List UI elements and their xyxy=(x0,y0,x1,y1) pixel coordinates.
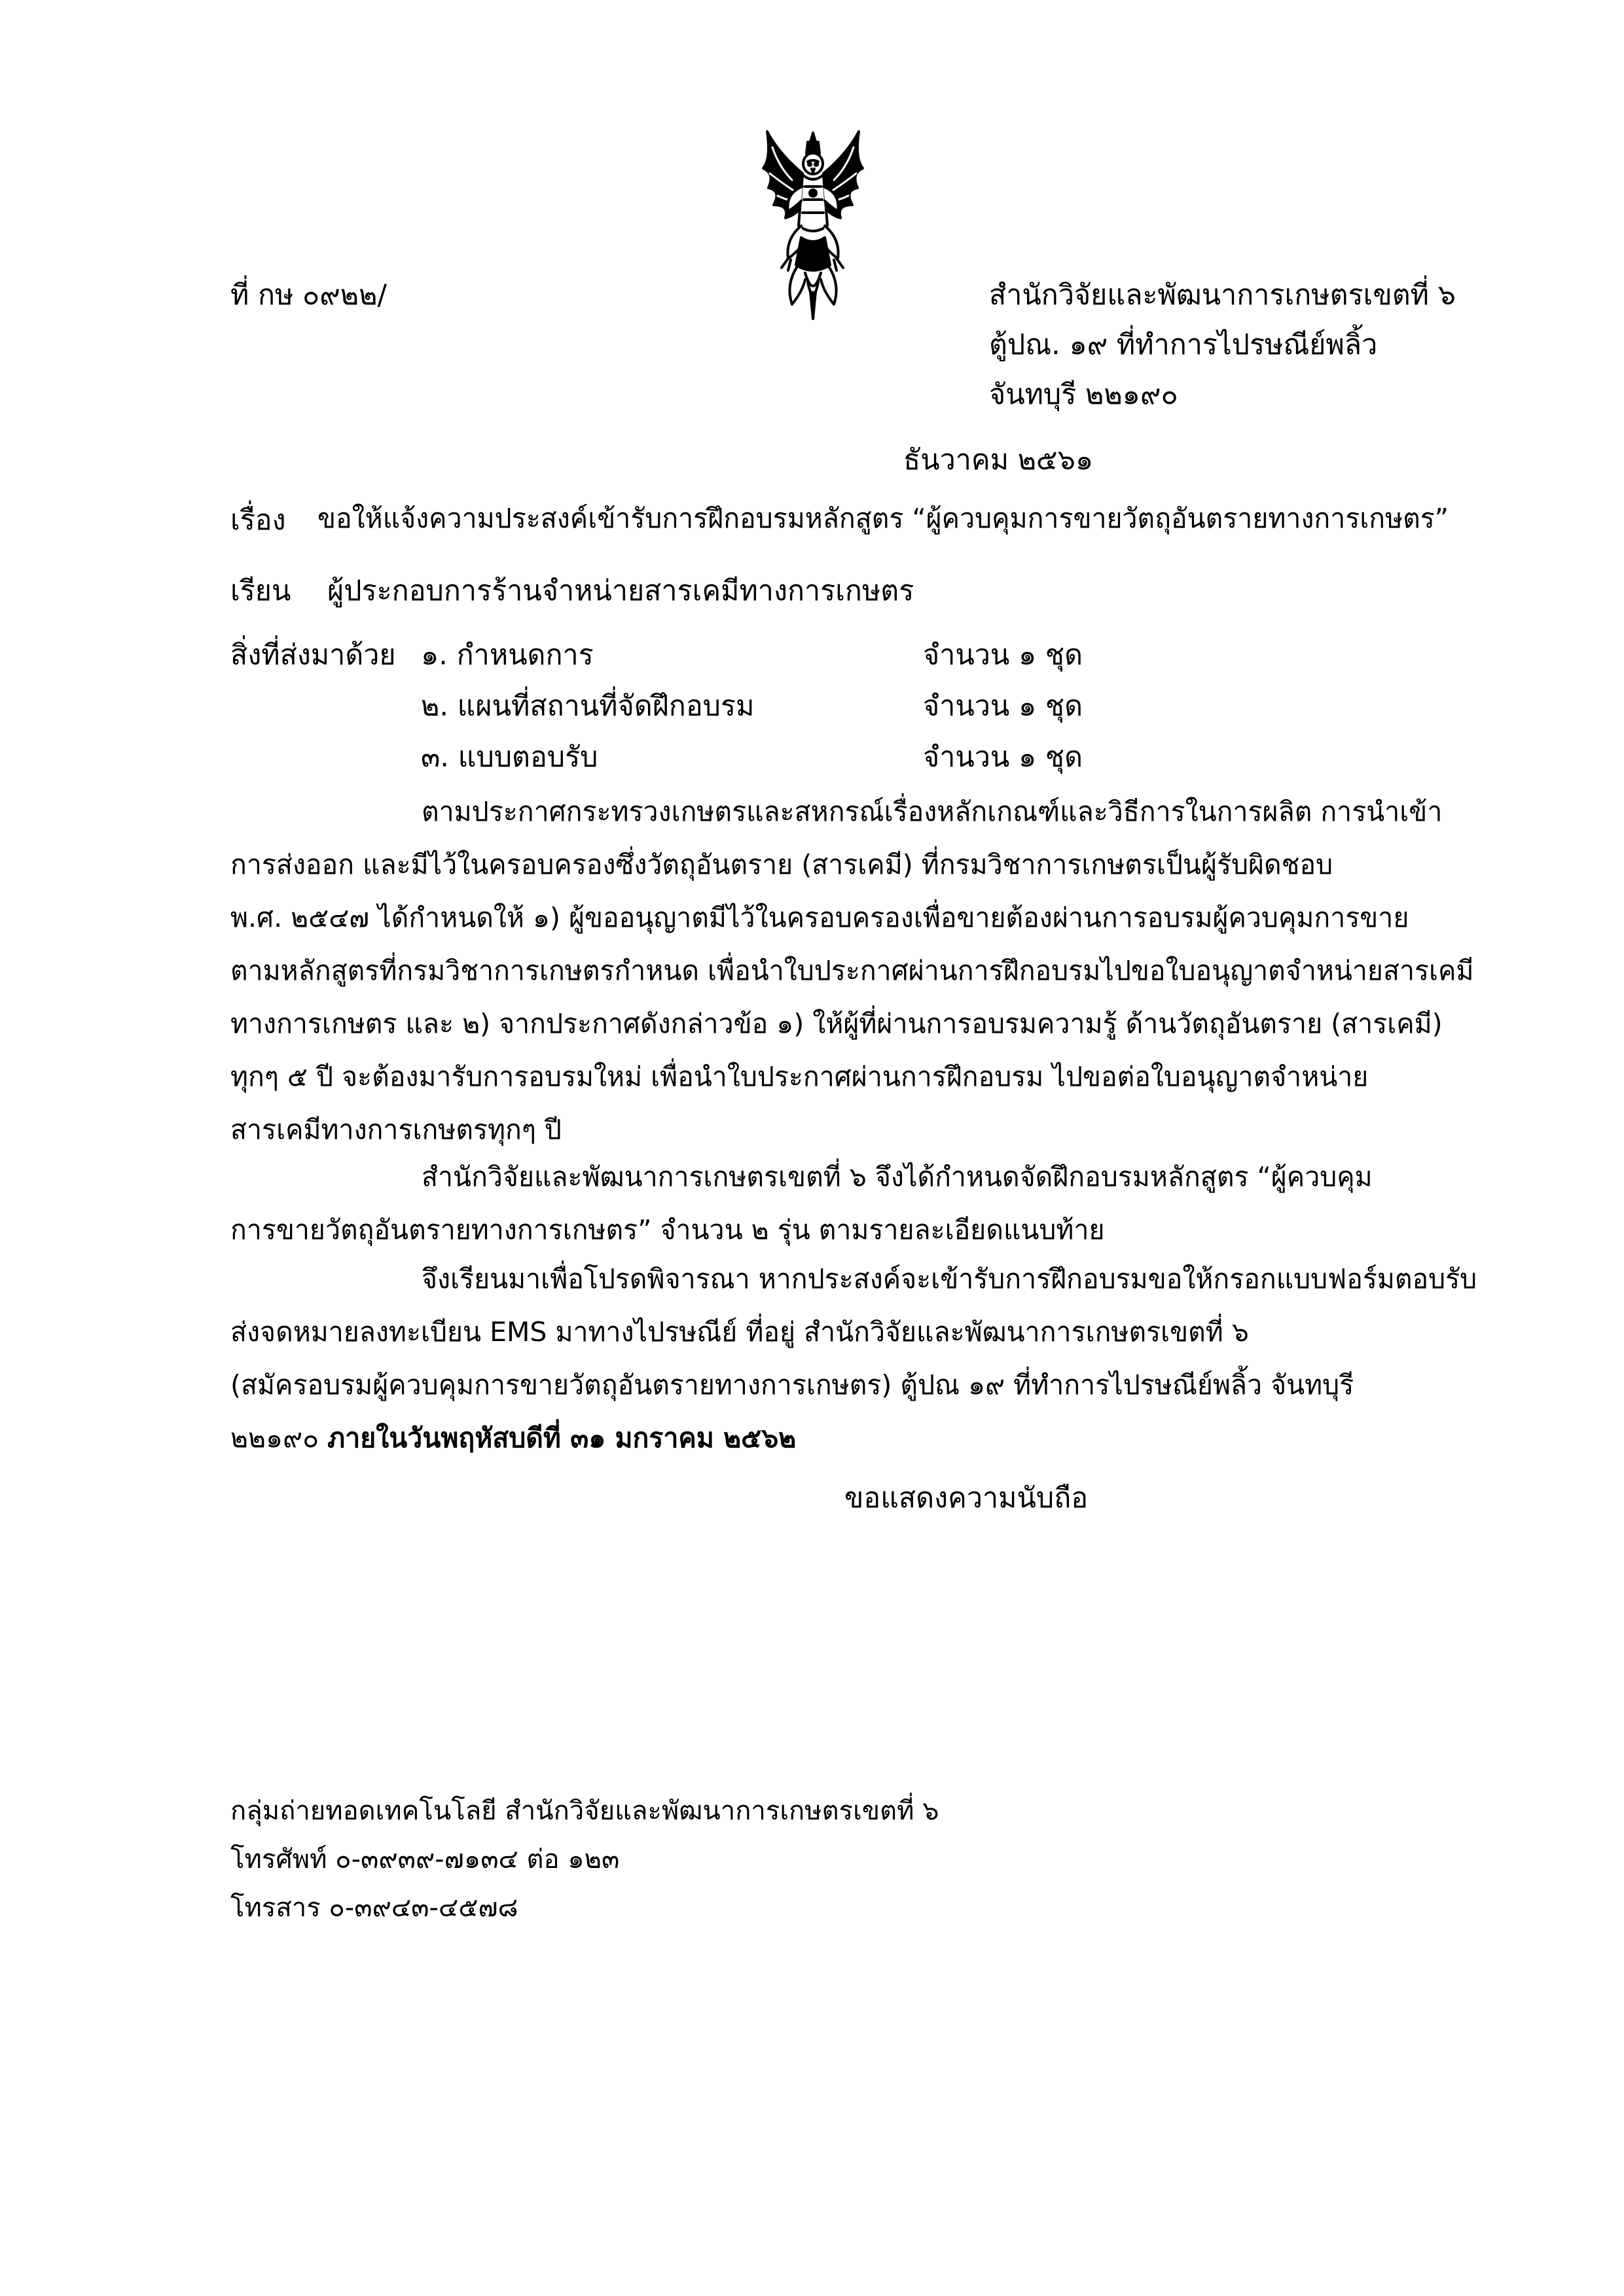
subject-label: เรื่อง xyxy=(230,504,286,537)
footer-department: กลุ่มถ่ายทอดเทคโนโลยี สำนักวิจัยและพัฒนาการเกษตรเขตที่ ๖ xyxy=(230,1796,939,1826)
body-paragraph-1 xyxy=(230,785,1490,1157)
footer-fax: โทรสาร ๐-๓๙๔๓-๔๕๗๘ xyxy=(230,1893,518,1923)
closing-salutation: ขอแสดงความนับถือ xyxy=(844,1482,1089,1515)
enclosures-label: สิ่งที่ส่งมาด้วย xyxy=(230,639,396,672)
paragraph-line: การส่งออก และมีไว้ในครอบครองซึ่งวัตถุอันตราย (สารเคมี) ที่กรมวิชาการเกษตรเป็นผู้รับผิดชอบ xyxy=(230,849,1333,880)
paragraph-line: ทางการเกษตร และ ๒) จากประกาศดังกล่าวข้อ ๑) ให้ผู้ที่ผ่านการอบรมความรู้ ด้านวัตถุอันตราย (สารเคมี) xyxy=(230,1008,1443,1039)
office-name: สำนักวิจัยและพัฒนาการเกษตรเขตที่ ๖ xyxy=(989,279,1456,312)
paragraph-line: สารเคมีทางการเกษตรทุกๆ ปี xyxy=(230,1114,562,1145)
footer-phone: โทรศัพท์ ๐-๓๙๓๙-๗๑๓๔ ต่อ ๑๒๓ xyxy=(230,1844,620,1874)
paragraph-line: ส่งจดหมายลงทะเบียน EMS มาทางไปรษณีย์ ที่อยู่ สำนักวิจัยและพัฒนาการเกษตรเขตที่ ๖ xyxy=(230,1316,1249,1348)
enclosure-quantity: จำนวน ๑ ชุด xyxy=(923,690,1083,723)
paragraph-line: การขายวัตถุอันตรายทางการเกษตร” จำนวน ๒ รุ่น ตามรายละเอียดแนบท้าย xyxy=(230,1214,1105,1246)
document-number: ที่ กษ ๐๙๒๒/ xyxy=(230,279,387,312)
paragraph-line: ตามประกาศกระทรวงเกษตรและสหกรณ์เรื่องหลักเกณฑ์และวิธีการในการผลิต การนำเข้า xyxy=(422,796,1443,827)
paragraph-line: สำนักวิจัยและพัฒนาการเกษตรเขตที่ ๖ จึงได้กำหนดจัดฝึกอบรมหลักสูตร “ผู้ควบคุม xyxy=(422,1161,1373,1193)
body-paragraph-3 xyxy=(230,1253,1490,1465)
deadline-line xyxy=(230,1412,1490,1465)
paragraph-line: พ.ศ. ๒๕๔๗ ได้กำหนดให้ ๑) ผู้ขออนุญาตมีไว้ในครอบครองเพื่อขายต้องผ่านการอบรมผู้ควบคุมการขาย xyxy=(230,902,1409,933)
deadline-text: ภายในวันพฤหัสบดีที่ ๓๑ มกราคม ๒๕๖๒ xyxy=(327,1422,797,1454)
recipient-label: เรียน xyxy=(230,575,291,607)
subject-text: ขอให้แจ้งความประสงค์เข้ารับการฝึกอบรมหลักสูตร “ผู้ควบคุมการขายวัตถุอันตรายทางการเกษตร” xyxy=(317,503,1449,534)
office-po-box: ตู้ปณ. ๑๙ ที่ทำการไปรษณีย์พลิ้ว xyxy=(989,329,1378,361)
paragraph-line: (สมัครอบรมผู้ควบคุมการขายวัตถุอันตรายทางการเกษตร) ตู้ปณ ๑๙ ที่ทำการไปรษณีย์พลิ้ว จันทบุรี xyxy=(230,1369,1354,1401)
deadline-postcode: ๒๒๑๙๐ xyxy=(230,1422,328,1454)
paragraph-line: จึงเรียนมาเพื่อโปรดพิจารณา หากประสงค์จะเข้ารับการฝึกอบรมขอให้กรอกแบบฟอร์มตอบรับ xyxy=(422,1263,1477,1295)
document-date: ธันวาคม ๒๕๖๑ xyxy=(903,444,1094,476)
recipient-text: ผู้ประกอบการร้านจำหน่ายสารเคมีทางการเกษตร xyxy=(327,575,914,607)
body-paragraph-2 xyxy=(230,1151,1490,1257)
garuda-emblem-icon xyxy=(759,128,867,324)
enclosure-item: ๑. กำหนดการ xyxy=(421,639,594,672)
office-postcode: จันทบุรี ๒๒๑๙๐ xyxy=(989,378,1178,411)
paragraph-line: ทุกๆ ๕ ปี จะต้องมารับการอบรมใหม่ เพื่อนำใบประกาศผ่านการฝึกอบรม ไปขอต่อใบอนุญาตจำหน่าย xyxy=(230,1061,1369,1092)
enclosure-quantity: จำนวน ๑ ชุด xyxy=(923,639,1083,672)
enclosure-quantity: จำนวน ๑ ชุด xyxy=(923,741,1083,774)
paragraph-line: ตามหลักสูตรที่กรมวิชาการเกษตรกำหนด เพื่อนำใบประกาศผ่านการฝึกอบรมไปขอใบอนุญาตจำหน่ายสารเคมี xyxy=(230,955,1474,986)
enclosure-item: ๒. แผนที่สถานที่จัดฝึกอบรม xyxy=(421,690,755,723)
enclosure-item: ๓. แบบตอบรับ xyxy=(421,741,598,774)
